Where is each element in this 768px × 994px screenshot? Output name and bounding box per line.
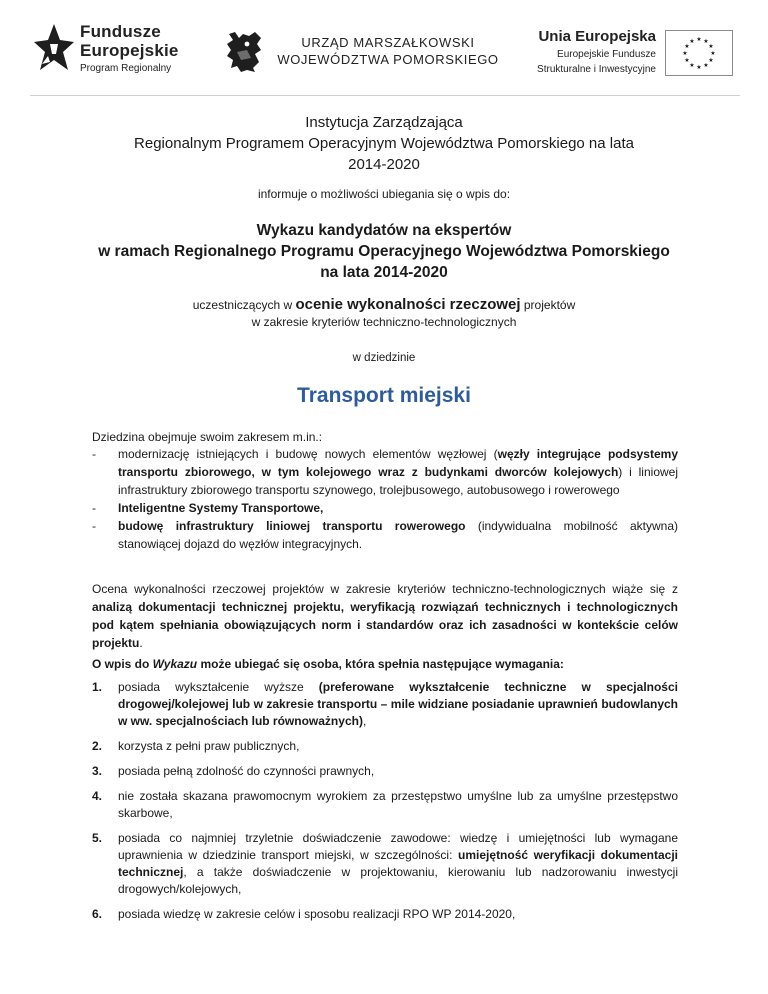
svg-text:★: ★: [689, 62, 695, 69]
requirement-2-text: korzysta z pełni praw publicznych,: [118, 739, 300, 753]
eu-flag-icon: [665, 30, 733, 76]
requirement-6-number: 6.: [92, 907, 103, 921]
scope-item-1-post: ) i liniowej infrastruktury zbiorowego transportu szynowego, trolejbusowego, autobusowego i rowerowego: [118, 465, 678, 497]
fe-logo-line2: Europejskie: [80, 41, 179, 60]
um-logo-line1: URZĄD MARSZAŁKOWSKI: [301, 35, 475, 50]
participation-line2: w zakresie kryteriów techniczno-technologicznych: [251, 315, 517, 329]
requirement-6: [92, 906, 678, 923]
um-logo-line2: WOJEWÓDZTWA POMORSKIEGO: [277, 52, 499, 67]
requirement-5-post: , a także doświadczenie w projektowaniu, kierowaniu lub nadzorowaniu inwestycji drogowych/kolejowych,: [118, 865, 678, 896]
requirements-list: [92, 679, 678, 931]
requirement-1: [92, 679, 678, 730]
fe-star-icon: [34, 24, 74, 74]
scope-item-1: [92, 445, 678, 499]
assessment-bold: analizą dokumentacji technicznej projektu, weryfikacją rozwiązań technicznych i technologicznych pod kątem spełniania obowiązujących norm i standardów oraz ich zasadności w kontekście celów projektu: [92, 600, 678, 650]
wykaz-line1: Wykazu kandydatów na ekspertów: [256, 222, 512, 239]
wykaz-title: [40, 220, 728, 283]
svg-text:★: ★: [708, 57, 714, 64]
svg-text:★: ★: [682, 50, 688, 57]
participation-pre: uczestniczących w: [192, 298, 296, 312]
assessment-pre: Ocena wykonalności rzeczowej projektów w zakresie kryteriów techniczno-technologicznych wiąże się z: [92, 582, 678, 596]
institution-line1: Instytucja Zarządzająca: [305, 114, 463, 131]
requirement-2-number: 2.: [92, 739, 103, 753]
requirements-intro-post: może ubiegać się osoba, która spełnia następujące wymagania:: [197, 657, 564, 671]
requirement-3-text: posiada pełną zdolność do czynności prawnych,: [118, 764, 375, 778]
griffin-emblem-icon: [225, 30, 265, 74]
requirement-1-pre: posiada wykształcenie wyższe: [118, 680, 319, 694]
participation-emphasis: ocenie wykonalności rzeczowej: [295, 296, 521, 313]
fe-logo-line1: Fundusze: [80, 22, 161, 41]
fe-logo-line3: Program Regionalny: [80, 63, 172, 74]
requirement-3-number: 3.: [92, 764, 103, 778]
wykaz-line3: na lata 2014-2020: [320, 264, 448, 281]
participation-line1: [40, 296, 728, 314]
requirement-4-text: nie została skazana prawomocnym wyrokiem za przestępstwo umyślne lub za umyślne przestępstwo skarbowe,: [118, 789, 678, 820]
um-logo-text: [273, 34, 503, 68]
header-divider: [30, 95, 740, 96]
page-header: [0, 0, 768, 96]
requirement-6-text: posiada wiedzę w zakresie celów i sposobu realizacji RPO WP 2014-2020,: [118, 907, 516, 921]
participation-text: [40, 296, 728, 331]
scope-list: [92, 445, 678, 553]
scope-item-3: [92, 517, 678, 553]
wykaz-line2: w ramach Regionalnego Programu Operacyjnego Województwa Pomorskiego: [98, 243, 670, 260]
requirement-2: [92, 738, 678, 755]
svg-text:★: ★: [710, 50, 716, 57]
institution-heading: [40, 112, 728, 175]
ue-logo-text: [510, 28, 656, 76]
svg-text:★: ★: [684, 57, 690, 64]
requirement-5-bold: umiejętność weryfikacji dokumentacji technicznej: [118, 848, 678, 879]
svg-text:★: ★: [684, 43, 690, 50]
svg-text:★: ★: [703, 62, 709, 69]
requirement-4-number: 4.: [92, 789, 103, 803]
assessment-post: .: [139, 636, 143, 650]
requirements-intro-italic: Wykazu: [152, 657, 198, 671]
fe-logo-text: [80, 22, 179, 76]
requirement-5-pre: posiada co najmniej trzyletnie doświadczenie zawodowe: wiedzę i umiejętności lub wymagane uprawnienia w dziedzinie transport miejski, w szczególności:: [118, 831, 678, 862]
scope-item-3-bold: budowę infrastruktury liniowej transportu rowerowego: [118, 519, 466, 533]
requirement-3: [92, 763, 678, 780]
requirement-1-number: 1.: [92, 680, 103, 694]
participation-post: projektów: [520, 298, 576, 312]
requirement-5-number: 5.: [92, 831, 103, 845]
requirements-intro-pre: O wpis do: [92, 657, 153, 671]
requirement-1-bold: (preferowane wykształcenie techniczne w specjalności drogowej/kolejowej lub w zakresie transportu – mile widziane posiadanie uprawnień budowlanych w ww. specjalnościach lub równoważnych): [118, 680, 678, 728]
scope-item-1-pre: modernizację istniejących i budowę nowych elementów węzłowej (: [118, 447, 498, 461]
ue-logo-line3: Strukturalne i Inwestycyjne: [537, 64, 656, 75]
svg-text:★: ★: [689, 38, 695, 45]
svg-text:★: ★: [696, 36, 702, 43]
svg-text:★: ★: [708, 43, 714, 50]
ue-logo-line2: Europejskie Fundusze: [557, 49, 656, 60]
domain-title: Transport miejski: [297, 384, 471, 407]
institution-line3: 2014-2020: [348, 156, 420, 173]
ue-logo-line1: Unia Europejska: [538, 28, 656, 45]
requirement-1-post: ,: [362, 714, 367, 728]
assessment-paragraph: [92, 580, 678, 652]
scope-item-1-bold: węzły integrujące podsystemy transportu zbiorowego, w tym kolejowego wraz z budynkami dworców kolejowych: [118, 447, 678, 479]
scope-item-2: [92, 499, 678, 517]
informs-text: informuje o możliwości ubiegania się o wpis do:: [257, 187, 511, 201]
scope-item-2-bold: Inteligentne Systemy Transportowe,: [118, 501, 324, 515]
domain-intro: w dziedzinie: [352, 352, 416, 364]
svg-text:★: ★: [703, 38, 709, 45]
institution-line2: Regionalnym Programem Operacyjnym Województwa Pomorskiego na lata: [134, 135, 634, 152]
scope-item-3-post: (indywidualna mobilność aktywna) stanowiącej dojazd do węzłów integracyjnych.: [118, 519, 678, 551]
requirement-5: [92, 830, 678, 898]
requirements-intro: [92, 655, 678, 673]
svg-text:★: ★: [696, 64, 702, 71]
requirement-4: [92, 788, 678, 822]
scope-intro: Dziedzina obejmuje swoim zakresem m.in.:: [92, 430, 323, 444]
